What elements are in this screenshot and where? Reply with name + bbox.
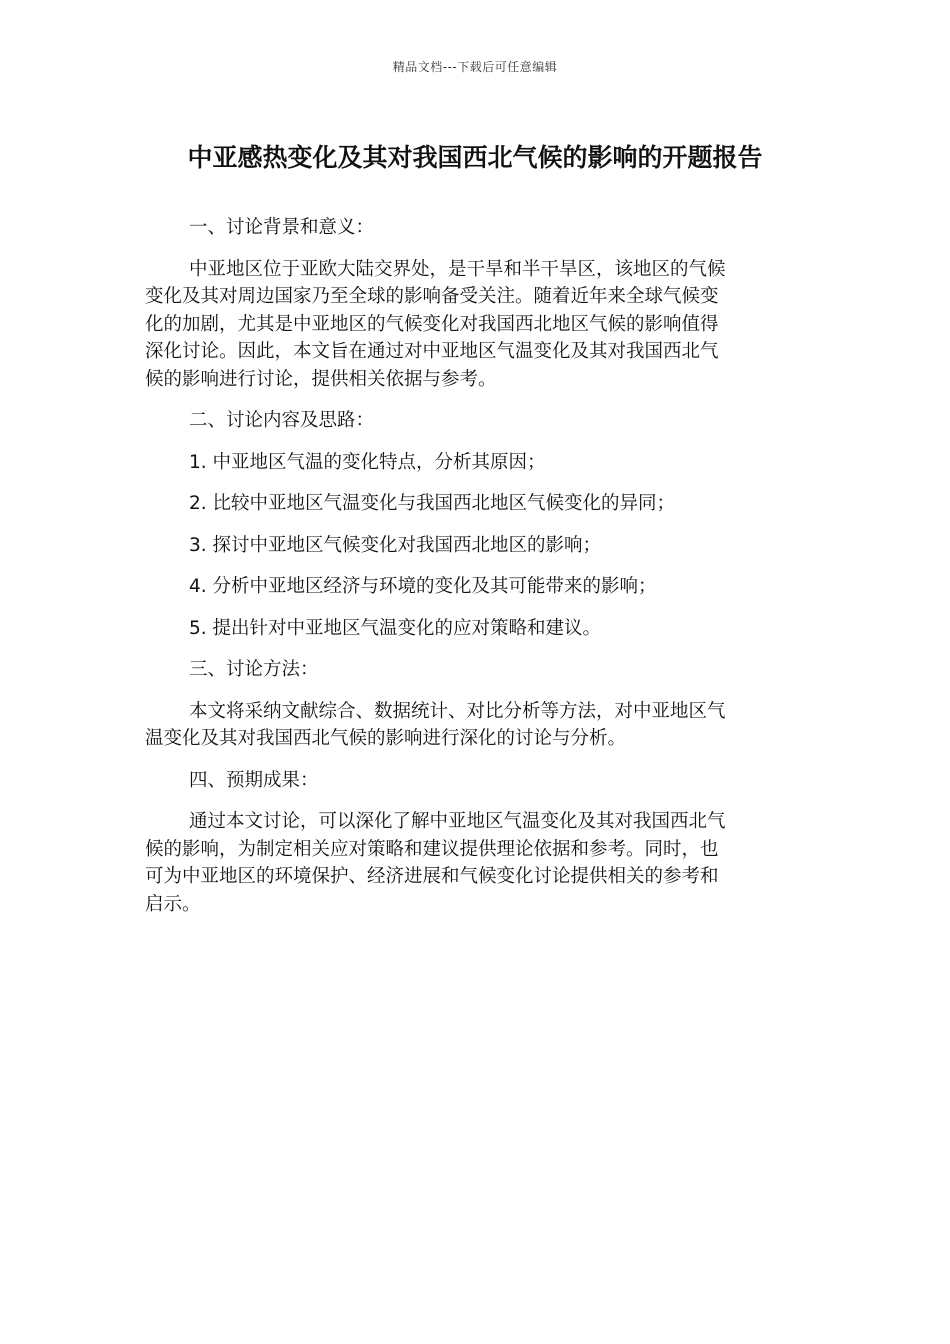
list-item: 1. 中亚地区气温的变化特点，分析其原因； bbox=[189, 451, 546, 473]
list-item: 4. 分析中亚地区经济与环境的变化及其可能带来的影响； bbox=[189, 576, 657, 597]
document-body bbox=[145, 214, 795, 918]
section-heading-results: 四、预期成果： bbox=[189, 769, 319, 791]
paragraph-line: 深化讨论。因此，本文旨在通过对中亚地区气温变化及其对我国西北气 bbox=[145, 341, 719, 362]
paragraph-results bbox=[145, 808, 795, 918]
paragraph-line: 候的影响进行讨论，提供相关依据与参考。 bbox=[145, 368, 497, 390]
paragraph-line: 化的加剧，尤其是中亚地区的气候变化对我国西北地区气候的影响值得 bbox=[145, 313, 719, 335]
section-heading-method: 三、讨论方法： bbox=[189, 659, 319, 680]
list-item: 5. 提出针对中亚地区气温变化的应对策略和建议。 bbox=[189, 617, 602, 639]
paragraph-line: 中亚地区位于亚欧大陆交界处，是干旱和半干旱区，该地区的气候 bbox=[189, 258, 726, 280]
paragraph-line: 启示。 bbox=[145, 893, 201, 915]
header-note: 精品文档---下载后可任意编辑 bbox=[392, 60, 558, 74]
section-heading-content: 二、讨论内容及思路： bbox=[189, 410, 375, 431]
paragraph-line: 温变化及其对我国西北气候的影响进行深化的讨论与分析。 bbox=[145, 728, 627, 749]
paragraph-background bbox=[145, 256, 795, 394]
paragraph-line: 可为中亚地区的环境保护、经济进展和气候变化讨论提供相关的参考和 bbox=[145, 866, 719, 887]
list-item: 2. 比较中亚地区气温变化与我国西北地区气候变化的异同； bbox=[189, 493, 676, 514]
document-title: 中亚感热变化及其对我国西北气候的影响的开题报告 bbox=[187, 143, 763, 172]
paragraph-line: 本文将采纳文献综合、数据统计、对比分析等方法，对中亚地区气 bbox=[189, 700, 726, 722]
section-heading-background: 一、讨论背景和意义： bbox=[189, 217, 375, 238]
paragraph-method bbox=[145, 698, 795, 753]
list-item: 3. 探讨中亚地区气候变化对我国西北地区的影响； bbox=[189, 534, 602, 556]
paragraph-line: 通过本文讨论，可以深化了解中亚地区气温变化及其对我国西北气 bbox=[189, 811, 726, 832]
paragraph-line: 候的影响，为制定相关应对策略和建议提供理论依据和参考。同时，也 bbox=[145, 838, 719, 860]
paragraph-line: 变化及其对周边国家乃至全球的影响备受关注。随着近年来全球气候变 bbox=[145, 286, 719, 307]
